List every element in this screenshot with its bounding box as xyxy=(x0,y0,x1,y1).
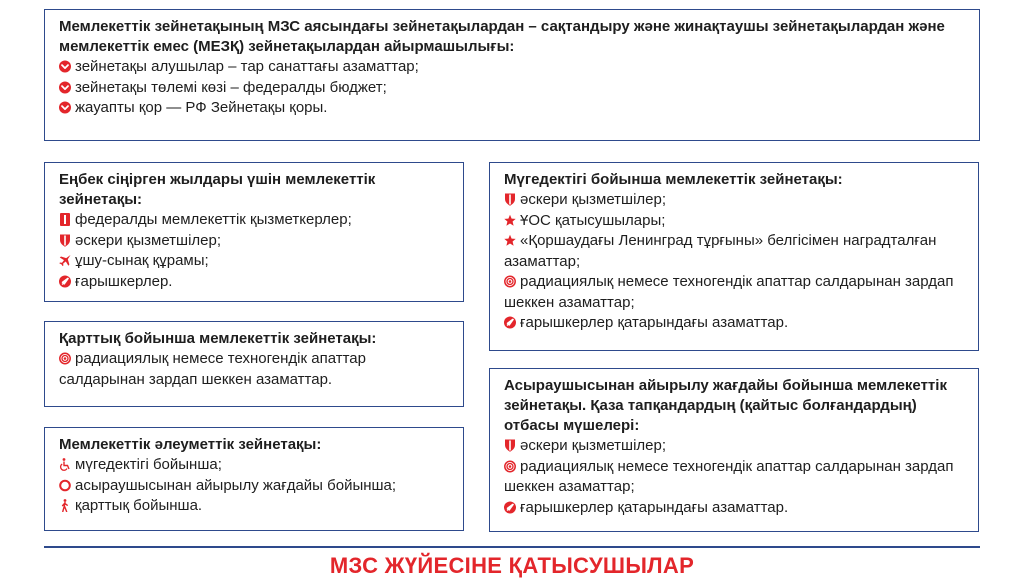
list-item xyxy=(504,457,968,498)
service-pension-box xyxy=(44,162,464,302)
list-item xyxy=(59,210,453,231)
item-text: әскери қызметшілер; xyxy=(75,231,222,249)
item-text: радиациялық немесе техногендік апаттар салдарынан зардап шеккен азаматтар; xyxy=(504,457,954,495)
service-pension-list xyxy=(59,210,453,292)
item-text: зейнетақы алушылар – тар санаттағы азаматтар; xyxy=(75,58,419,75)
chevron-down-icon xyxy=(59,60,71,73)
item-text: радиациялық немесе техногендік апаттар салдарынан зардап шеккен азаматтар. xyxy=(59,350,366,388)
list-item xyxy=(504,436,968,457)
item-text: ұшу-сынақ құрамы; xyxy=(75,252,209,269)
overview-list xyxy=(59,57,969,119)
list-item xyxy=(59,57,969,78)
item-text: «Қоршаудағы Ленинград тұрғыны» белгісімен наградталған азаматтар; xyxy=(504,232,937,270)
list-item xyxy=(59,231,453,252)
star-icon xyxy=(504,234,516,247)
rocket-icon xyxy=(504,316,516,329)
item-text: ғарышкерлер қатарындағы азаматтар. xyxy=(520,314,789,331)
service-pension-title: Еңбек сіңірген жылдары үшін мемлекеттік зейнетақы: xyxy=(59,171,376,208)
star-icon xyxy=(504,214,516,227)
list-item xyxy=(59,251,453,272)
disability-pension-list xyxy=(504,190,968,334)
item-text: әскери қызметшілер; xyxy=(520,437,667,454)
list-item xyxy=(504,498,968,519)
badge-icon xyxy=(59,213,71,226)
shield-icon xyxy=(504,439,516,452)
list-item xyxy=(59,496,453,517)
survivor-pension-list xyxy=(504,436,968,518)
airplane-icon xyxy=(59,254,71,267)
list-item xyxy=(504,231,968,272)
item-text: федералды мемлекеттік қызметкерлер; xyxy=(75,211,352,228)
list-item xyxy=(59,78,969,99)
item-text: мүгедектігі бойынша; xyxy=(75,456,222,473)
social-pension-box xyxy=(44,427,464,531)
list-item xyxy=(59,98,969,119)
item-text: радиациялық немесе техногендік апаттар салдарынан зардап шеккен азаматтар; xyxy=(504,273,954,311)
radiation-icon xyxy=(504,460,516,473)
item-text: ғарышкерлер. xyxy=(75,272,173,290)
social-pension-title: Мемлекеттік әлеуметтік зейнетақы: xyxy=(59,436,322,453)
survivor-pension-box xyxy=(489,368,979,532)
circle-icon xyxy=(59,479,71,492)
list-item xyxy=(59,455,453,476)
chevron-down-icon xyxy=(59,81,71,94)
item-text: жауапты қор — РФ Зейнетақы қоры. xyxy=(75,99,328,116)
item-text: әскери қызметшілер; xyxy=(520,191,667,208)
overview-title: Мемлекеттік зейнетақының МЗС аясындағы зейнетақылардан – сақтандыру және жинақтаушы зейнетақылардан және мемлекеттік емес (МЕЗҚ) зейнетақылардан айырмашылығы: xyxy=(59,18,945,55)
rocket-icon xyxy=(504,501,516,514)
overview-box xyxy=(44,9,980,141)
list-item xyxy=(504,272,968,313)
disability-pension-box xyxy=(489,162,979,351)
list-item xyxy=(59,272,453,293)
radiation-icon xyxy=(59,352,71,365)
disability-pension-title: Мүгедектігі бойынша мемлекеттік зейнетақы: xyxy=(504,171,843,188)
footer-title: МЗС ЖҮЙЕСІНЕ ҚАТЫСУШЫЛАР xyxy=(329,553,695,578)
wheelchair-icon xyxy=(59,458,71,471)
list-item xyxy=(59,476,453,497)
shield-icon xyxy=(59,234,71,247)
old-age-pension-list xyxy=(59,349,453,390)
list-item xyxy=(504,190,968,211)
item-text: зейнетақы төлемі көзі – федералды бюджет; xyxy=(75,78,387,96)
item-text: ҰОС қатысушылары; xyxy=(520,211,666,229)
rocket-icon xyxy=(59,275,71,288)
radiation-icon xyxy=(504,275,516,288)
old-age-pension-title: Қарттық бойынша мемлекеттік зейнетақы: xyxy=(59,330,377,347)
social-pension-list xyxy=(59,455,453,517)
list-item xyxy=(504,211,968,232)
chevron-down-icon xyxy=(59,101,71,114)
list-item xyxy=(59,349,453,390)
footer-divider xyxy=(44,546,980,548)
item-text: қарттық бойынша. xyxy=(75,497,203,514)
shield-icon xyxy=(504,193,516,206)
item-text: ғарышкерлер қатарындағы азаматтар. xyxy=(520,498,789,516)
survivor-pension-title: Асыраушысынан айырылу жағдайы бойынша мемлекеттік зейнетақы. Қаза тапқандардың (қайтыс болғандардың) отбасы мүшелері: xyxy=(504,377,947,434)
old-age-pension-box xyxy=(44,321,464,407)
walking-person-icon xyxy=(59,499,71,512)
item-text: асыраушысынан айырылу жағдайы бойынша; xyxy=(75,476,397,494)
list-item xyxy=(504,313,968,334)
